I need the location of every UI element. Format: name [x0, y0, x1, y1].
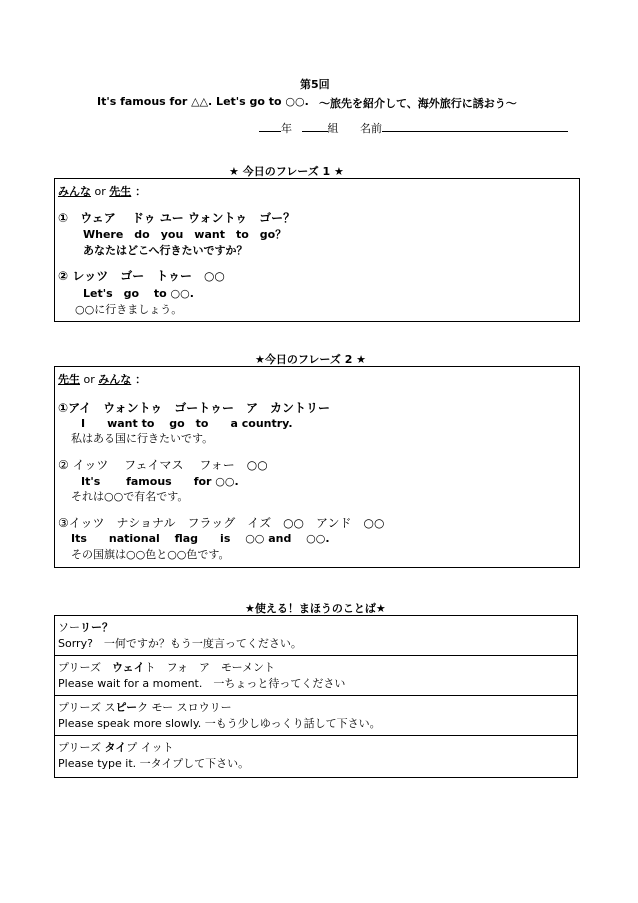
- magic-row: [55, 696, 577, 736]
- phrase1-box: [54, 178, 580, 322]
- phrase2-item2-kana: ② イッツ フェイマス フォー ○○: [58, 458, 268, 472]
- phrase2-item2-japanese: それは○○で有名です。: [71, 490, 189, 503]
- phrase2-item2-english: It's famous for ○○.: [81, 475, 239, 488]
- magic-row: [55, 656, 577, 696]
- phrase1-item1-kana: ① ウェア ドゥ ユー ウォントゥ ゴー？: [58, 211, 296, 225]
- phrase1-title: ★ 今日のフレーズ 1 ★: [229, 165, 344, 178]
- phrase2-item1-english: I want to go to a country.: [81, 417, 293, 430]
- grade-label: 年: [281, 122, 292, 135]
- magic-row-kana: プリーズ タイプ イット: [58, 741, 174, 754]
- subtitle-japanese: ～旅先を紹介して、海外旅行に誘おう～: [319, 97, 517, 110]
- phrase1-item1-english: Where do you want to go？: [83, 228, 287, 241]
- phrase2-speakers: 先生 or みんな ：: [58, 373, 147, 386]
- phrase2-item1-kana: ①アイ ウォントゥ ゴートゥー ア カントリー: [58, 401, 331, 415]
- magic-row: [55, 736, 577, 776]
- phrase2-item1-japanese: 私はある国に行きたいです。: [71, 432, 214, 445]
- magic-row-text: Please wait for a moment. 一ちょっと待ってください: [58, 677, 346, 690]
- lesson-number: 第5回: [300, 78, 330, 91]
- phrase2-title: ★今日のフレーズ 2 ★: [255, 353, 367, 366]
- phrase1-item2-japanese: ○○に行きましょう。: [75, 303, 183, 316]
- phrase2-item3-kana: ③イッツ ナショナル フラッグ イズ ○○ アンド ○○: [58, 516, 385, 530]
- magic-row: [55, 616, 577, 656]
- phrase1-item2-kana: ② レッツ ゴー トゥー ○○: [58, 269, 225, 283]
- phrase1-speakers: みんな or 先生 ：: [58, 185, 147, 198]
- magic-row-kana: プリーズ スピーク モー スロウリー: [58, 701, 232, 714]
- phrase2-item3-english: Its national flag is ○○ and ○○.: [71, 532, 330, 545]
- grade-blank[interactable]: [259, 121, 281, 132]
- name-blank[interactable]: [382, 121, 568, 132]
- magic-title: ★使える！まほうのことば★: [245, 602, 386, 615]
- magic-row-text: Sorry? 一何ですか？もう一度言ってください。: [58, 637, 302, 650]
- magic-row-text: Please speak more slowly. 一もう少しゆっくり話して下さい。: [58, 717, 381, 730]
- student-info-line: [259, 120, 568, 136]
- phrase1-item2-english: Let's go to ○○.: [83, 287, 194, 300]
- class-blank[interactable]: [302, 121, 328, 132]
- phrase1-item1-japanese: あなたはどこへ行きたいですか？: [83, 244, 248, 257]
- phrase2-box: [54, 366, 580, 568]
- phrase2-item3-japanese: その国旗は○○色と○○色です。: [71, 548, 230, 561]
- magic-row-kana: プリーズ ウェイト フォ ア モーメント: [58, 661, 276, 674]
- subtitle-english: It's famous for △△. Let's go to ○○.: [97, 95, 309, 108]
- magic-row-kana: ソーリー？: [58, 621, 113, 634]
- class-label: 組: [327, 122, 339, 135]
- name-label: 名前: [360, 122, 382, 135]
- magic-table: [54, 615, 578, 778]
- magic-row-text: Please type it. 一タイプして下さい。: [58, 757, 250, 770]
